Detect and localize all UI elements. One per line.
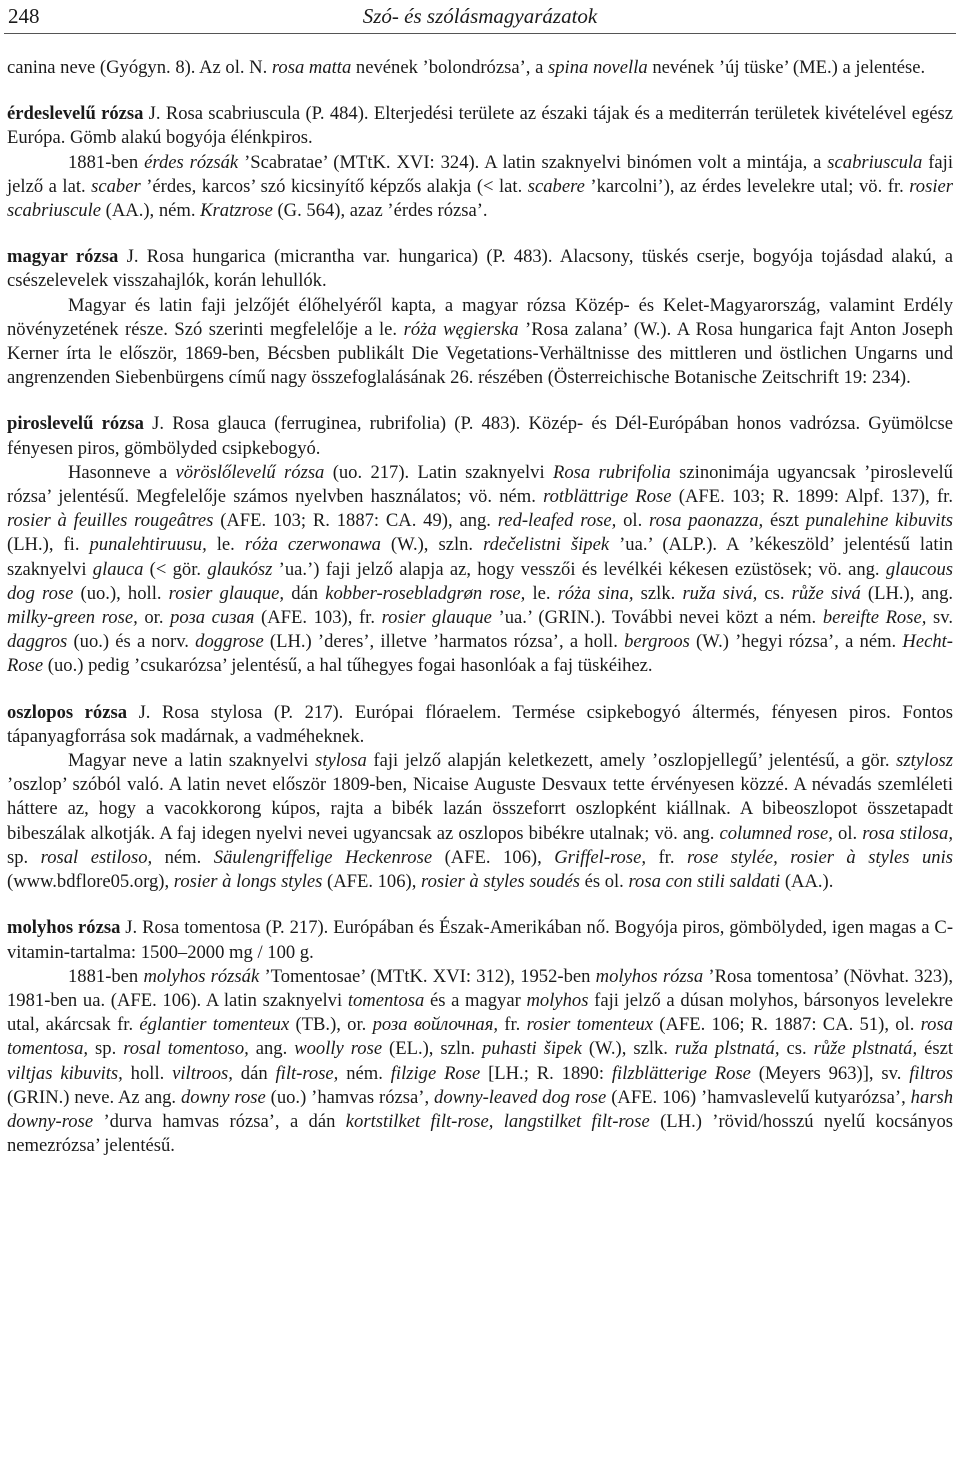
text-run: J. Rosa glauca (ferruginea, rubrifolia) (P. 483). Közép- és Dél-Európában honos vadrózsa. Gyümölcse fényesen piros, gömbölyded csipkebogyó.: [7, 413, 953, 459]
text-run: (AFE. 103), fr.: [254, 607, 382, 629]
italic-term: Kratzrose: [200, 200, 273, 222]
italic-term: róża węgierska: [403, 318, 519, 340]
dictionary-entry: [7, 412, 953, 678]
dictionary-entry: [7, 56, 953, 80]
entry-headword: érdeslevelű rózsa: [7, 103, 144, 125]
italic-term: downy rose: [180, 1086, 266, 1108]
text-run: (W.), szlk.: [581, 1038, 675, 1060]
italic-term: filtros: [909, 1062, 954, 1084]
text-run: (LH.), ang.: [860, 582, 954, 604]
text-run: sp.: [88, 1038, 124, 1060]
italic-term: rosier à longs styles: [173, 871, 323, 893]
italic-term: kobber-rosebladgrøn rose,: [325, 582, 526, 604]
italic-term: Säulengriffelige Heckenrose: [213, 846, 433, 868]
entry-headword: molyhos rózsa: [7, 917, 121, 939]
text-run: J. Rosa stylosa (P. 217). Európai flóraelem. Termése csipkebogyó áltermés, fényesen piros. Fontos tápanyagforrása sok madárnak, a vadméheknek.: [7, 701, 954, 747]
text-run: (AA.), ném.: [101, 200, 201, 222]
italic-term: sztylosz: [896, 750, 953, 772]
text-run: [LH.; R. 1890:: [480, 1062, 612, 1084]
italic-term: Hecht-Rose: [7, 631, 953, 677]
text-run: dán: [232, 1062, 276, 1084]
text-run: ’oszlop’ szóból való. A latin nevet először 1809-ben, Nicaise Auguste Desvaux tette érvényesen közzé. A névadás szemléleti háttere az, hogy a vacokkorong kúpos, rajta a bibék lazán összeforrt oszlopként kiállnak. A bibeoszlopot összetapadt bibeszálak alkotják. A faj idegen nyelvi nevei ugyancsak az oszlopos bibékre utalnak; vö. ang.: [7, 774, 953, 844]
text-run: nevének ’bolondrózsa’, a: [351, 57, 548, 78]
text-run: Hasonneve a: [68, 461, 176, 483]
italic-term: rosier tomenteux: [526, 1014, 653, 1036]
italic-term: scabere: [527, 175, 585, 197]
entry-paragraph: [7, 965, 953, 1159]
italic-term: rotblättrige Rose: [543, 486, 672, 508]
text-run: ’Tomentosae’ (MTtK. XVI: 312), 1952-ben: [259, 965, 596, 987]
italic-term: filzige Rose: [390, 1062, 481, 1084]
text-run: szlk.: [633, 582, 683, 604]
text-run: (uo.), holl.: [73, 582, 169, 604]
text-run: ném.: [152, 846, 214, 868]
italic-term: Griffel-rose,: [554, 846, 646, 868]
text-run: (W.) ’hegyi rózsa’, a ném.: [689, 631, 903, 653]
text-run: (AFE. 106) ’hamvaslevelű kutyarózsa’,: [606, 1086, 911, 1108]
italic-term: rosa matta: [271, 57, 352, 78]
italic-term: red-leafed rose,: [497, 510, 617, 532]
header-rule: [4, 33, 956, 34]
italic-term: rosa con stili saldati: [628, 871, 781, 893]
italic-term: stylosa: [315, 750, 367, 772]
text-run: ang.: [248, 1038, 295, 1060]
italic-term: viltjas kibuvits,: [7, 1062, 123, 1084]
italic-term: rosier glauque,: [168, 582, 285, 604]
italic-term: glaucous dog rose: [7, 558, 953, 604]
italic-term: églantier tomenteux: [139, 1014, 290, 1036]
entry-paragraph: [7, 461, 953, 679]
text-run: észt: [763, 510, 806, 532]
italic-term: milky-green rose,: [7, 607, 138, 629]
entry-paragraph: [7, 151, 953, 224]
text-run: ol.: [616, 510, 650, 532]
entry-paragraph: [7, 102, 953, 150]
italic-term: róża czerwonawa: [244, 534, 381, 556]
italic-term: rose stylée, rosier à styles unis: [686, 846, 953, 868]
italic-term: Rosa rubrifolia: [552, 461, 671, 483]
italic-term: viltroos,: [172, 1062, 233, 1084]
text-run: ’karcolni’), az érdes levelekre utal; vö. fr.: [584, 175, 910, 197]
text-run: ’Rosa zalana’ (W.). A Rosa hungarica fajt Anton Joseph Kerner írta le először, 1869-ben, Bécsben publikált Die Vegetations-Verhältnisse des mittleren und östlichen Ungarns und angrenzenden Siebenbürgens című nagy összefoglalásának 26. részében (Österreichische Botanische Zeitschrift 19: 234).: [7, 318, 953, 389]
text-run: fr.: [646, 846, 687, 868]
text-run: faji jelző a lat.: [7, 151, 954, 197]
text-run: és a magyar: [424, 989, 527, 1011]
italic-term: vöröslőlevelű rózsa: [175, 461, 325, 483]
text-run: észt: [917, 1038, 954, 1060]
text-run: (LH.) ’rövid/hosszú nyelű kocsányos nemezrózsa’ jelentésű.: [7, 1110, 954, 1157]
text-run: le.: [206, 534, 245, 556]
italic-term: rosa paonazza,: [649, 510, 764, 532]
italic-term: růže plstnatá,: [813, 1038, 918, 1060]
italic-term: glauca: [92, 558, 144, 580]
text-run: cs.: [779, 1038, 814, 1060]
italic-term: bereifte Rose,: [822, 607, 927, 629]
text-run: (uo.) és a norv.: [67, 631, 196, 653]
italic-term: érdes rózsák: [144, 151, 239, 173]
text-run: (www.bdflore05.org),: [7, 871, 174, 893]
italic-term: harsh downy-rose: [7, 1086, 954, 1132]
text-run: sp.: [7, 846, 41, 868]
entry-headword: magyar rózsa: [7, 246, 119, 268]
dictionary-entry: [7, 916, 953, 1158]
text-run: ’érdes, karcos’ szó kicsinyítő képzős alakja (< lat.: [140, 175, 528, 197]
text-run: Magyar és latin faji jelzőjét élőhelyéről kapta, a magyar rózsa Közép- és Kelet-Magyarország, valamint Erdély növényzetének része. Szó szerinti megfelelője a le.: [7, 294, 953, 340]
text-run: ol.: [832, 822, 863, 844]
italic-term: róża sina,: [557, 582, 634, 604]
entry-paragraph: [7, 56, 953, 80]
running-title: Szó- és szólásmagyarázatok: [362, 4, 598, 28]
italic-term: ruža sivá,: [682, 582, 758, 604]
entry-paragraph: [7, 412, 953, 460]
text-run: (EL.), szln.: [382, 1038, 482, 1060]
text-run: cs.: [757, 582, 792, 604]
italic-term: rosier scabriuscule: [7, 175, 953, 222]
text-run: holl.: [122, 1062, 173, 1084]
italic-term: rosier à styles soudés: [421, 871, 580, 893]
text-run: (GRIN.) neve. Az ang.: [7, 1086, 181, 1108]
text-run: (G. 564), azaz ’érdes rózsa’.: [272, 200, 488, 222]
italic-term: rosier à feuilles rougeâtres: [7, 510, 214, 532]
text-run: szinonimája ugyancsak ’piroslevelű rózsa’ jelentésű. Megfelelője számos nyelvben használatos; vö. ném.: [7, 461, 953, 508]
text-run: canina neve (Gyógyn. 8). Az ol. N.: [7, 57, 272, 78]
text-run: ’durva hamvas rózsa’, a dán: [93, 1110, 346, 1132]
text-run: (AFE. 106),: [322, 871, 422, 893]
text-run: or.: [137, 607, 171, 629]
italic-term: kortstilket filt-rose, langstilket filt-rose: [345, 1110, 650, 1132]
text-run: ’ua.’) faji jelző alapja az, hogy vesszői és levélkéi kékesen ezüstösek; vö. ang.: [272, 558, 886, 580]
italic-term: punalehine kibuvits: [805, 510, 953, 532]
italic-term: rosier glauque: [381, 607, 492, 629]
entry-paragraph: [7, 245, 953, 293]
entry-headword: piroslevelű rózsa: [7, 413, 144, 435]
dictionary-body: [7, 56, 953, 1158]
italic-term: роза войлочная,: [372, 1014, 499, 1036]
text-run: 1881-ben: [68, 965, 144, 987]
page-number: 248: [8, 4, 40, 28]
dictionary-entry: [7, 102, 953, 223]
text-run: ’ua.’ (ALP.). A ’kékeszöld’ jelentésű latin szaknyelvi: [7, 534, 953, 580]
italic-term: tomentosa: [347, 989, 425, 1011]
entry-headword: oszlopos rózsa: [7, 701, 128, 723]
text-run: (AFE. 103; R. 1899: Alpf. 137), fr.: [671, 486, 953, 508]
text-run: ’Scabratae’ (MTtK. XVI: 324). A latin szaknyelvi binómen volt a mintája, a: [238, 151, 828, 173]
italic-term: daggros: [7, 631, 68, 653]
italic-term: ruža plstnatá,: [674, 1038, 780, 1060]
text-run: sv.: [926, 607, 953, 629]
italic-term: puhasti šipek: [481, 1038, 582, 1060]
running-header: [8, 4, 952, 30]
text-run: (uo.) ’hamvas rózsa’,: [265, 1086, 435, 1108]
italic-term: woolly rose: [294, 1038, 383, 1060]
italic-term: rosa tomentosa,: [7, 1014, 954, 1060]
italic-term: růže sivá: [791, 582, 861, 604]
italic-term: rdečelistni šipek: [483, 534, 610, 556]
italic-term: filzblätterige Rose: [611, 1062, 751, 1084]
italic-term: doggrose: [195, 631, 264, 653]
text-run: (AFE. 106),: [432, 846, 555, 868]
entry-paragraph: [7, 749, 953, 894]
italic-term: columned rose,: [719, 822, 833, 844]
italic-term: glaukósz: [207, 558, 273, 580]
italic-term: molyhos rózsák: [143, 965, 260, 987]
italic-term: rosa stilosa,: [862, 822, 953, 844]
text-run: faji jelző alapján keletkezett, amely ’oszlopjellegű’ jelentésű, a gör.: [366, 750, 897, 772]
text-run: (uo. 217). Latin szaknyelvi: [324, 461, 553, 483]
text-run: (AFE. 103; R. 1887: CA. 49), ang.: [213, 510, 498, 532]
italic-term: роза сизая: [170, 607, 255, 629]
italic-term: bergroos: [624, 631, 690, 653]
text-run: Magyar neve a latin szaknyelvi: [68, 750, 316, 772]
entry-paragraph: [7, 294, 953, 391]
text-run: faji jelző a dúsan molyhos, bársonyos levelekre utal, akárcsak fr.: [7, 989, 953, 1036]
italic-term: scaber: [91, 175, 141, 197]
italic-term: molyhos rózsa: [595, 965, 704, 987]
italic-term: scabriuscula: [827, 151, 923, 173]
text-run: (W.), szln.: [380, 534, 484, 556]
italic-term: molyhos: [526, 989, 589, 1011]
entry-paragraph: [7, 916, 953, 964]
text-run: (AA.).: [780, 871, 834, 893]
text-run: (Meyers 963)], sv.: [750, 1062, 910, 1084]
text-run: (< gör.: [143, 558, 208, 580]
italic-term: spina novella: [548, 57, 648, 78]
text-run: J. Rosa hungarica (micrantha var. hungarica) (P. 483). Alacsony, tüskés cserje, bogyója tojásdad alakú, a csészelevelek visszahajlók, korán lehullók.: [7, 246, 953, 292]
text-run: nevének ’új tüske’ (ME.) a jelentése.: [647, 57, 926, 78]
entry-paragraph: [7, 701, 953, 749]
text-run: ’ua.’ (GRIN.). További nevei közt a ném.: [491, 607, 823, 629]
italic-term: downy-leaved dog rose: [434, 1086, 607, 1108]
text-run: 1881-ben: [68, 151, 145, 173]
italic-term: punalehtiruusu,: [89, 534, 207, 556]
text-run: (uo.) pedig ’csukarózsa’ jelentésű, a hal tűhegyes fogai hasonlóak a faj tüskéihez.: [43, 655, 653, 677]
text-run: J. Rosa scabriuscula (P. 484). Elterjedési területe az északi tájak és a mediterrán területek kivételével egész Európa. Gömb alakú bogyója élénkpiros.: [7, 103, 954, 149]
text-run: ’Rosa tomentosa’ (Növhat. 323), 1981-ben ua. (AFE. 106). A latin szaknyelvi: [7, 965, 953, 1011]
text-run: (AFE. 106; R. 1887: CA. 51), ol.: [653, 1014, 921, 1036]
text-run: J. Rosa tomentosa (P. 217). Európában és Észak-Amerikában nő. Bogyója piros, gömbölyded, igen magas a C-vitamin-tartalma: 1500–2000 mg / 100 g.: [7, 917, 954, 963]
text-run: dán: [284, 582, 326, 604]
dictionary-entry: [7, 245, 953, 390]
italic-term: rosal estiloso,: [40, 846, 153, 868]
text-run: (TB.), or.: [289, 1014, 373, 1036]
dictionary-entry: [7, 701, 953, 895]
text-run: fr.: [498, 1014, 527, 1036]
italic-term: filt-rose,: [275, 1062, 339, 1084]
text-run: le.: [525, 582, 558, 604]
text-run: ném.: [338, 1062, 391, 1084]
text-run: (LH.) ’deres’, illetve ’harmatos rózsa’, a holl.: [263, 631, 625, 653]
text-run: és ol.: [579, 871, 629, 893]
text-run: (LH.), fi.: [7, 534, 90, 556]
italic-term: rosal tomentoso,: [123, 1038, 249, 1060]
